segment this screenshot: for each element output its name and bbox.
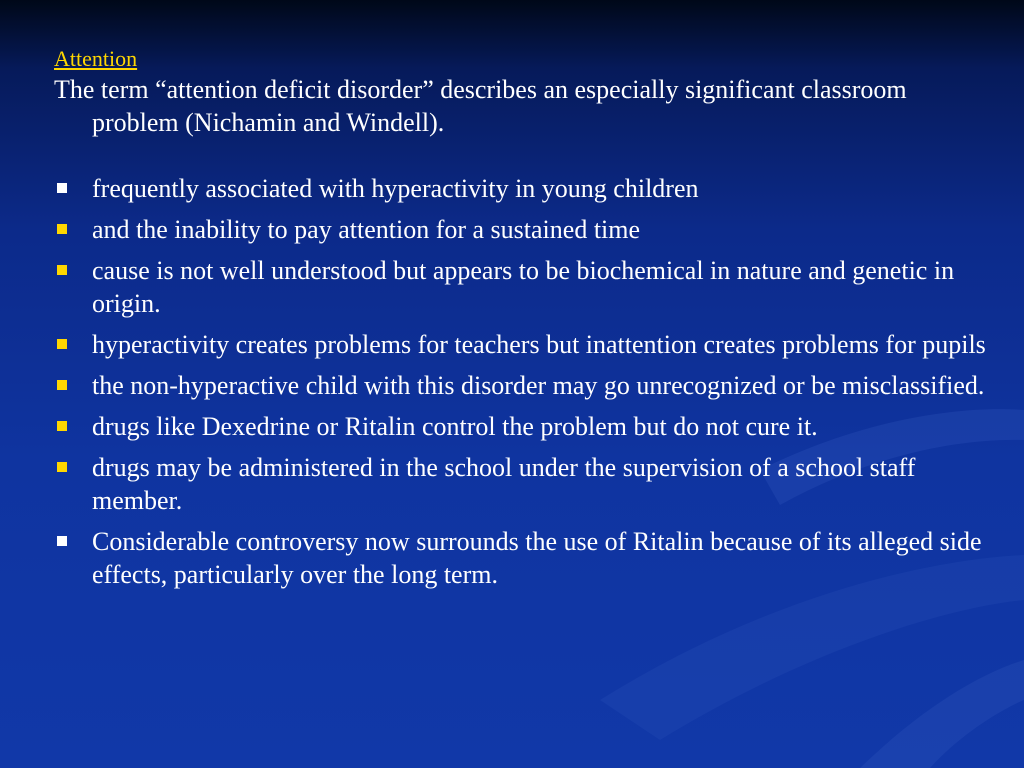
square-bullet-icon <box>57 421 67 431</box>
square-bullet-icon <box>57 339 67 349</box>
bullet-text: drugs like Dexedrine or Ritalin control the problem but do not cure it. <box>92 412 818 441</box>
bullet-item <box>54 213 994 246</box>
intro-paragraph: The term “attention deficit disorder” describes an especially significant classroom problem (Nichamin and Windell). <box>54 75 907 137</box>
slide-heading: Attention <box>54 46 138 71</box>
slide-content <box>54 46 994 599</box>
bullet-text: drugs may be administered in the school under the supervision of a school staff member. <box>92 453 916 515</box>
bullet-text: and the inability to pay attention for a sustained time <box>92 215 641 244</box>
square-bullet-icon <box>57 536 67 546</box>
square-bullet-icon <box>57 265 67 275</box>
bullet-item <box>54 172 994 205</box>
square-bullet-icon <box>57 380 67 390</box>
bullet-item <box>54 254 994 320</box>
bullet-list <box>54 172 994 591</box>
bullet-item <box>54 410 994 443</box>
bullet-text: hyperactivity creates problems for teachers but inattention creates problems for pupils <box>92 330 986 359</box>
bullet-item <box>54 525 994 591</box>
bullet-text: the non-hyperactive child with this disorder may go unrecognized or be misclassified. <box>92 371 985 400</box>
bullet-text: Considerable controversy now surrounds the use of Ritalin because of its alleged side effects, particularly over the long term. <box>92 527 982 589</box>
bullet-text: cause is not well understood but appears to be biochemical in nature and genetic in origin. <box>92 256 955 318</box>
bullet-text: frequently associated with hyperactivity in young children <box>92 174 699 203</box>
square-bullet-icon <box>57 183 67 193</box>
square-bullet-icon <box>57 462 67 472</box>
bullet-item <box>54 369 994 402</box>
square-bullet-icon <box>57 224 67 234</box>
bullet-item <box>54 451 994 517</box>
bullet-item <box>54 328 994 361</box>
